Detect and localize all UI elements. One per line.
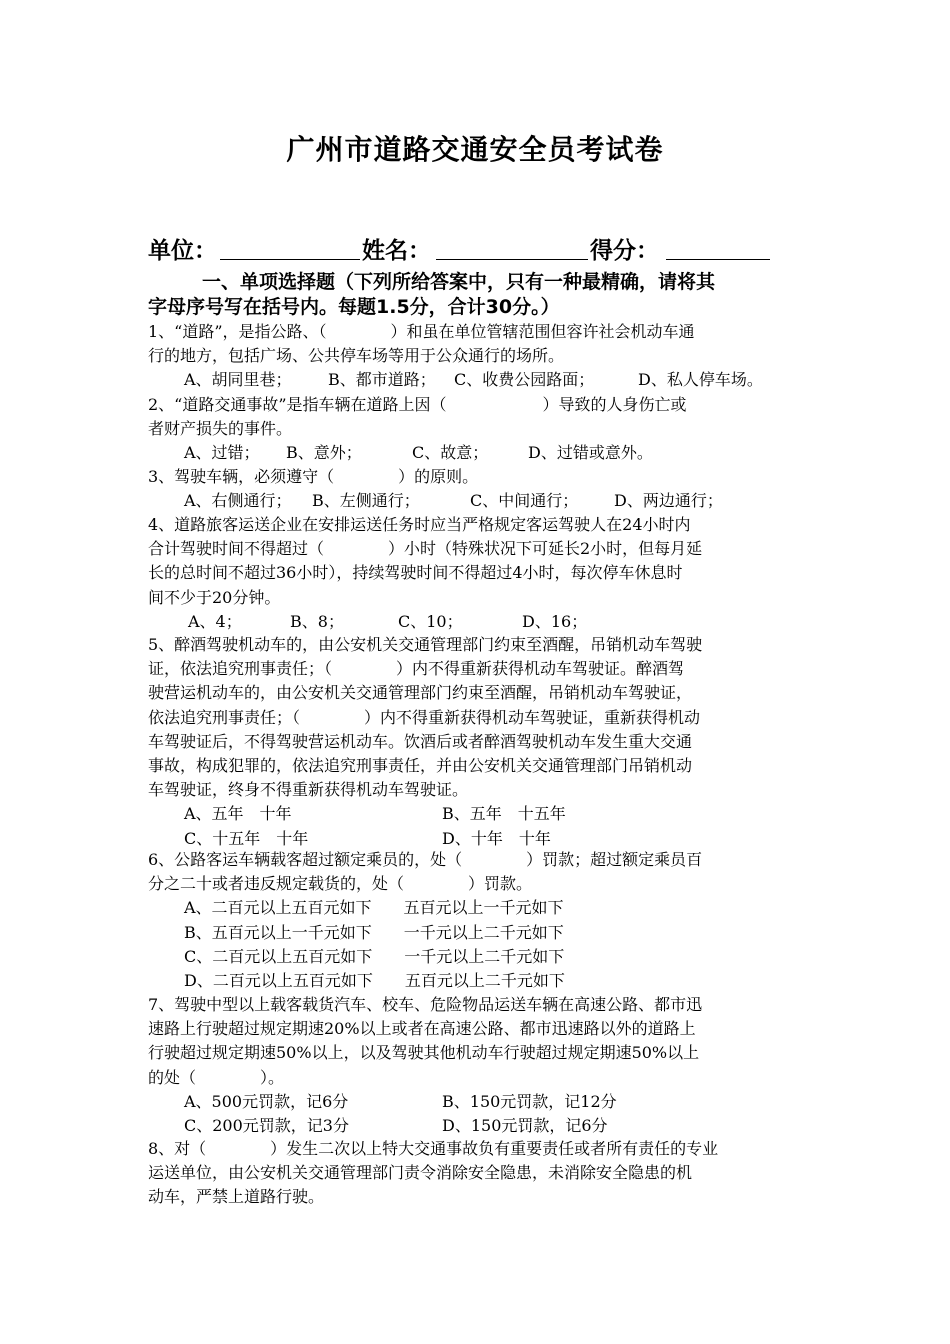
name-label: 姓名： [362,238,431,264]
question-text-line: 合计驾驶时间不得超过（ ）小时（特殊状况下可延长2小时，但每月延 [148,539,703,559]
option-row [148,1114,810,1138]
question-text-line: 证，依法追究刑事责任；（ ）内不得重新获得机动车驾驶证。醉酒驾 [148,659,685,679]
option-c: C、十五年 十年 [184,828,309,848]
question-text-line: 1、“道路”，是指公路、（ ）和虽在单位管辖范围但容许社会机动车通 [148,322,695,341]
header-fields [148,232,808,266]
option-row [148,441,810,465]
question-2 [148,393,810,466]
option-d: D、两边通行； [614,491,723,511]
option-row [148,1090,810,1114]
option-b: B、意外； [286,443,362,463]
option-d: D、过错或意外。 [528,443,653,463]
question-text-line: 运送单位，由公安机关交通管理部门责令消除安全隐患，未消除安全隐患的机 [148,1163,693,1183]
option-b: B、150元罚款，记12分 [442,1091,617,1111]
question-6 [148,848,810,993]
question-3 [148,465,810,513]
option-a: A、4； [188,611,242,631]
unit-label: 单位： [148,238,217,264]
option-a: A、500元罚款，记6分 [184,1091,349,1111]
option-b: B、左侧通行； [312,491,420,511]
question-text-line: 行的地方，包括广场、公共停车场等用于公众通行的场所。 [148,346,565,366]
question-text-line: 行驶超过规定期速50%以上，以及驾驶其他机动车行驶超过规定期速50%以上 [148,1043,700,1063]
question-7 [148,993,810,1138]
option-d: D、私人停车场。 [638,370,763,390]
question-text-line: 3、驾驶车辆，必须遵守（ ）的原则。 [148,467,479,486]
name-blank [436,259,588,260]
option-c: C、二百元以上五百元如下 一千元以上二千元如下 [184,946,565,966]
question-text-line: 4、道路旅客运送企业在安排运送任务时应当严格规定客运驾驶人在24小时内 [148,515,691,534]
score-label: 得分： [590,238,659,264]
option-row [148,368,810,392]
question-text-line: 者财产损失的事件。 [148,419,293,439]
option-c: C、中间通行； [470,491,579,511]
option-d: D、十年 十年 [442,828,551,848]
question-8 [148,1137,810,1210]
option-c: C、10； [398,611,463,631]
question-text-line: 驶营运机动车的，由公安机关交通管理部门约束至酒醒，吊销机动车驾驶证， [148,683,693,703]
question-text-line: 2、“道路交通事故”是指车辆在道路上因（ ）导致的人身伤亡或 [148,395,687,414]
section-heading-line: 字母序号写在括号内。每题1.5分，合计30分。） [148,296,560,318]
question-text-line: 动车，严禁上道路行驶。 [148,1187,325,1207]
question-text-line: 5、醉酒驾驶机动车的，由公安机关交通管理部门约束至酒醒，吊销机动车驾驶 [148,635,703,654]
option-a: A、二百元以上五百元如下 五百元以上一千元如下 [184,898,564,918]
option-b: B、五百元以上一千元如下 一千元以上二千元如下 [184,922,564,942]
option-row [148,610,810,634]
unit-blank [220,259,360,260]
question-text-line: 速路上行驶超过规定期速20%以上或者在高速公路、都市迅速路以外的道路上 [148,1019,696,1039]
option-d: D、16； [522,611,588,631]
question-text-line: 长的总时间不超过36小时），持续驾驶时间不得超过4小时，每次停车休息时 [148,563,683,583]
question-text-line: 事故，构成犯罪的，依法追究刑事责任，并由公安机关交通管理部门吊销机动 [148,755,693,775]
option-a: A、五年 十年 [184,804,292,824]
question-1 [148,320,810,393]
option-row [148,489,810,513]
exam-title: 广州市道路交通安全员考试卷 [286,133,664,166]
question-text-line: 8、对（ ）发生二次以上特大交通事故负有重要责任或者所有责任的专业 [148,1139,719,1158]
section-heading-line: 一、单项选择题（下列所给答案中，只有一种最精确，请将其 [202,271,716,293]
option-b: B、都市道路； [328,370,436,390]
option-d: D、150元罚款，记6分 [442,1115,608,1135]
option-b: B、8； [290,611,344,631]
question-text-line: 依法追究刑事责任；（ ）内不得重新获得机动车驾驶证，重新获得机动 [148,707,701,727]
section-heading [148,270,810,320]
question-text-line: 车驾驶证后，不得驾驶营运机动车。饮酒后或者醉酒驾驶机动车发生重大交通 [148,731,693,751]
question-text-line: 间不少于20分钟。 [148,587,281,607]
option-a: A、胡同里巷； [184,370,292,390]
question-text-line: 的处（ ）。 [148,1067,285,1087]
question-text-line: 车驾驶证，终身不得重新获得机动车驾驶证。 [148,780,469,800]
option-b: B、五年 十五年 [442,804,566,824]
option-row [148,802,810,826]
option-c: C、故意； [412,443,489,463]
score-blank [666,259,770,260]
question-text-line: 分之二十或者违反规定载货的，处（ ）罚款。 [148,874,533,894]
question-text-line: 6、公路客运车辆载客超过额定乘员的，处（ ）罚款；超过额定乘员百 [148,850,703,869]
option-c: C、收费公园路面； [454,370,595,390]
question-4 [148,513,810,634]
option-a: A、过错； [184,443,260,463]
option-a: A、右侧通行； [184,491,292,511]
option-d: D、二百元以上五百元如下 五百元以上二千元如下 [184,970,565,990]
option-c: C、200元罚款，记3分 [184,1115,349,1135]
question-5 [148,633,810,851]
question-text-line: 7、驾驶中型以上载客载货汽车、校车、危险物品运送车辆在高速公路、都市迅 [148,995,703,1014]
